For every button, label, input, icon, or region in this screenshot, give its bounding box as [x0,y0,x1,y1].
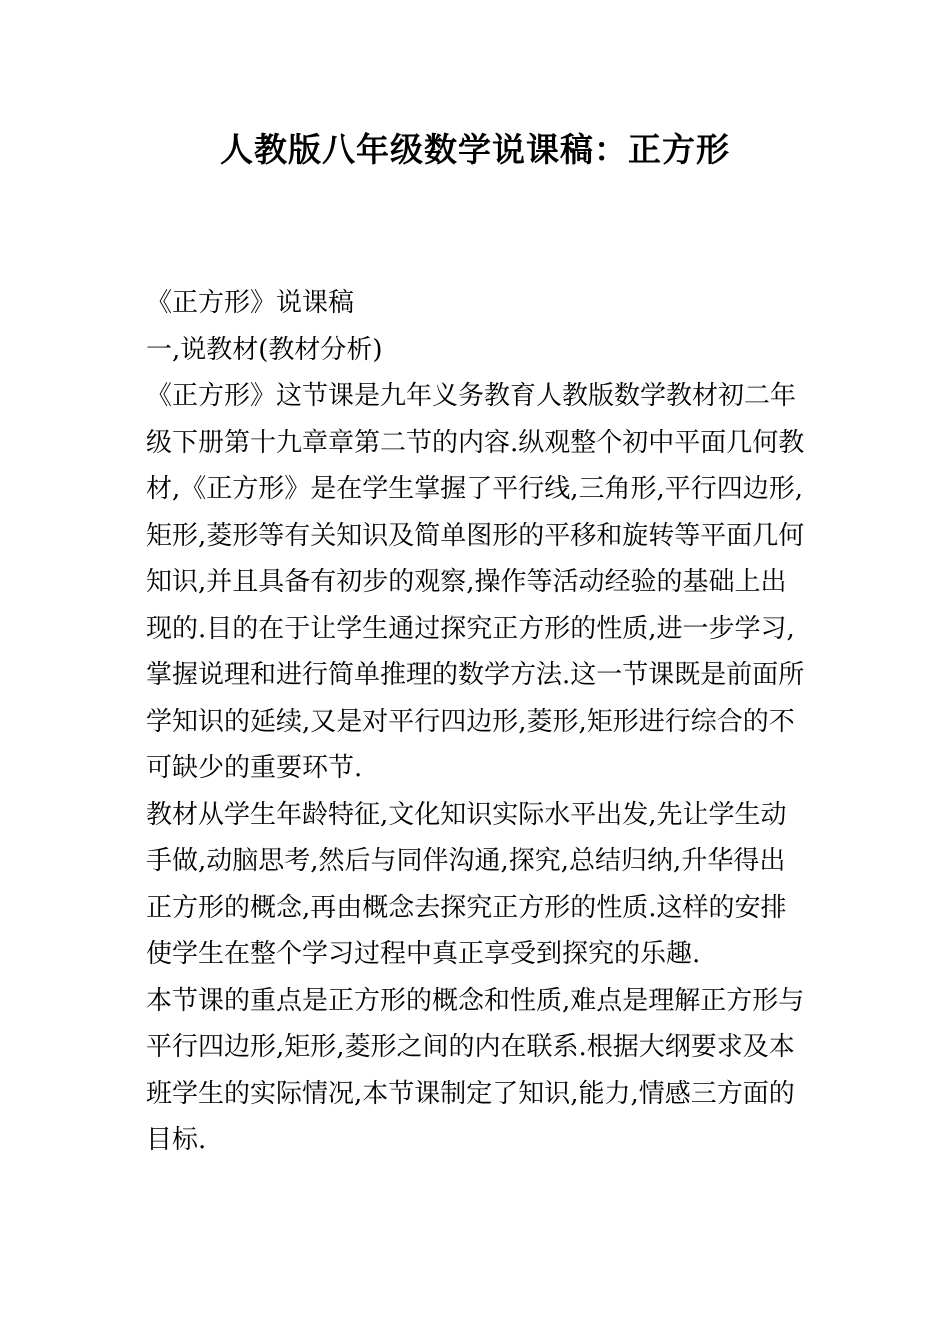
text-line: 本节课的重点是正方形的概念和性质,难点是理解正方形与 [146,985,805,1016]
text-line: 矩形,菱形等有关知识及简单图形的平移和旋转等平面几何 [146,520,805,551]
text-line: 材,《正方形》是在学生掌握了平行线,三角形,平行四边形, [146,474,804,504]
document-title: 人教版八年级数学说课稿：正方形 [220,130,730,169]
paragraph [146,792,822,978]
text-line: 正方形的概念,再由概念去探究正方形的性质.这样的安排 [146,892,787,923]
text-line: 掌握说理和进行简单推理的数学方法.这一节课既是前面所 [146,660,805,690]
text-line: 手做,动脑思考,然后与同伴沟通,探究,总结归纳,升华得出 [146,846,786,876]
paragraph [146,373,822,792]
text-line: 班学生的实际情况,本节课制定了知识,能力,情感三方面的 [146,1078,795,1109]
paragraph [146,978,822,1164]
document-body [146,280,822,1164]
text-line: 知识,并且具备有初步的观察,操作等活动经验的基础上出 [146,567,787,597]
text-line: 可缺少的重要环节. [146,753,363,783]
text-line: 目标. [146,1125,207,1155]
subtitle: 《正方形》说课稿 [146,288,355,318]
text-line: 平行四边形,矩形,菱形之间的内在联系.根据大纲要求及本 [146,1032,795,1062]
section-heading: 一,说教材(教材分析) [146,334,383,365]
text-line: 学知识的延续,又是对平行四边形,菱形,矩形进行综合的不 [146,706,795,737]
text-line: 使学生在整个学习过程中真正享受到探究的乐趣. [146,939,701,969]
text-line: 现的.目的在于让学生通过探究正方形的性质,进一步学习, [146,613,795,644]
text-line: 级下册第十九章章第二节的内容.纵观整个初中平面几何教 [146,427,805,458]
text-line: 《正方形》这节课是九年义务教育人教版数学教材初二年 [146,381,797,411]
text-line: 教材从学生年龄特征,文化知识实际水平出发,先让学生动 [146,799,787,830]
